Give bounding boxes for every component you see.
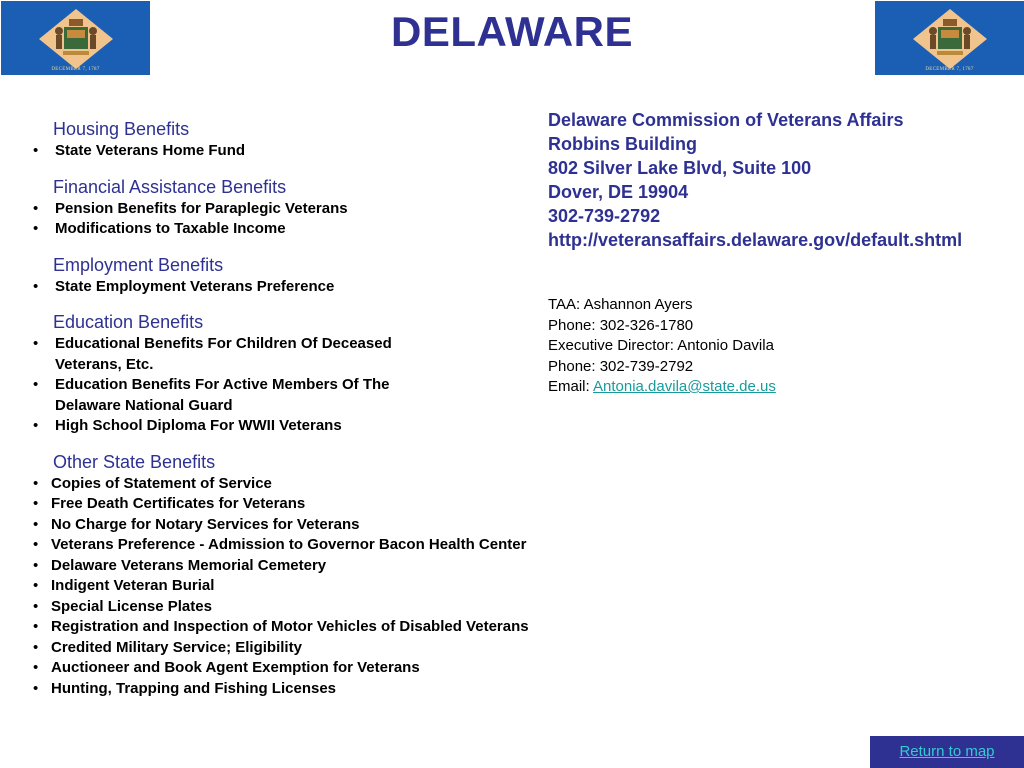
- contact-people-block: [548, 295, 1018, 398]
- housing-section: [33, 118, 553, 162]
- email-label: Email:: [548, 378, 594, 395]
- return-to-map-button[interactable]: Return to map: [870, 736, 1024, 768]
- email-link[interactable]: Antonia.davila@state.de.us: [593, 378, 776, 395]
- director-phone: Phone: 302-739-2792: [548, 357, 694, 375]
- website-url: http://veteransaffairs.delaware.gov/default.shtml: [548, 230, 963, 250]
- office-phone: 302-739-2792: [548, 206, 661, 226]
- section-heading: Other State Benefits: [53, 451, 216, 472]
- list-item: • Hunting, Trapping and Fishing Licenses: [33, 679, 553, 700]
- list-item: • Credited Military Service; Eligibility: [33, 638, 553, 659]
- contact-address-block: [548, 108, 1018, 252]
- director-name: Executive Director: Antonio Davila: [548, 337, 774, 354]
- financial-section: [33, 176, 553, 240]
- list-item: • High School Diploma For WWII Veterans: [33, 416, 453, 437]
- benefit-list: [33, 141, 553, 162]
- education-section: [33, 311, 553, 437]
- section-heading: Education Benefits: [53, 312, 204, 332]
- building-name: Robbins Building: [548, 134, 697, 154]
- benefit-list: [33, 474, 553, 700]
- org-name: Delaware Commission of Veterans Affairs: [548, 110, 904, 130]
- list-item: • Veterans Preference - Admission to Governor Bacon Health Center: [33, 535, 553, 556]
- list-item: • Registration and Inspection of Motor Vehicles of Disabled Veterans: [33, 617, 553, 638]
- city-state-zip: Dover, DE 19904: [548, 182, 689, 202]
- list-item: • State Employment Veterans Preference: [33, 277, 553, 298]
- list-item: • Pension Benefits for Paraplegic Veterans: [33, 199, 553, 220]
- list-item: • Indigent Veteran Burial: [33, 576, 553, 597]
- benefit-list: [33, 199, 553, 240]
- taa-phone: Phone: 302-326-1780: [548, 316, 694, 334]
- section-heading: Employment Benefits: [53, 254, 224, 275]
- flag-date-text: DECEMBER 7, 1787: [925, 67, 974, 72]
- list-item: • Education Benefits For Active Members Of The Delaware National Guard: [33, 375, 453, 416]
- list-item: • Delaware Veterans Memorial Cemetery: [33, 556, 553, 577]
- list-item: • Copies of Statement of Service: [33, 474, 553, 495]
- flag-emblem-icon: [875, 1, 1024, 75]
- list-item: • Modifications to Taxable Income: [33, 219, 553, 240]
- page-title: DELAWARE: [390, 8, 633, 55]
- employment-section: [33, 254, 553, 298]
- taa-name: TAA: Ashannon Ayers: [548, 296, 693, 313]
- list-item: • Auctioneer and Book Agent Exemption for Veterans: [33, 658, 553, 679]
- list-item: • Free Death Certificates for Veterans: [33, 494, 553, 515]
- benefit-list: [33, 334, 453, 437]
- list-item: • Special License Plates: [33, 597, 553, 618]
- delaware-flag-right: [875, 1, 1024, 75]
- section-heading: Financial Assistance Benefits: [53, 176, 287, 197]
- benefit-list: [33, 277, 553, 298]
- section-heading: Housing Benefits: [53, 119, 190, 139]
- list-item: • No Charge for Notary Services for Veterans: [33, 515, 553, 536]
- benefits-column: [33, 118, 553, 713]
- list-item: • State Veterans Home Fund: [33, 141, 553, 162]
- street-address: 802 Silver Lake Blvd, Suite 100: [548, 158, 812, 178]
- list-item: • Educational Benefits For Children Of Deceased Veterans, Etc.: [33, 334, 453, 375]
- other-benefits-section: [33, 451, 553, 700]
- email-line: [548, 377, 1018, 398]
- flag-date-text: DECEMBER 7, 1787: [51, 67, 100, 72]
- contact-column: [548, 108, 1018, 398]
